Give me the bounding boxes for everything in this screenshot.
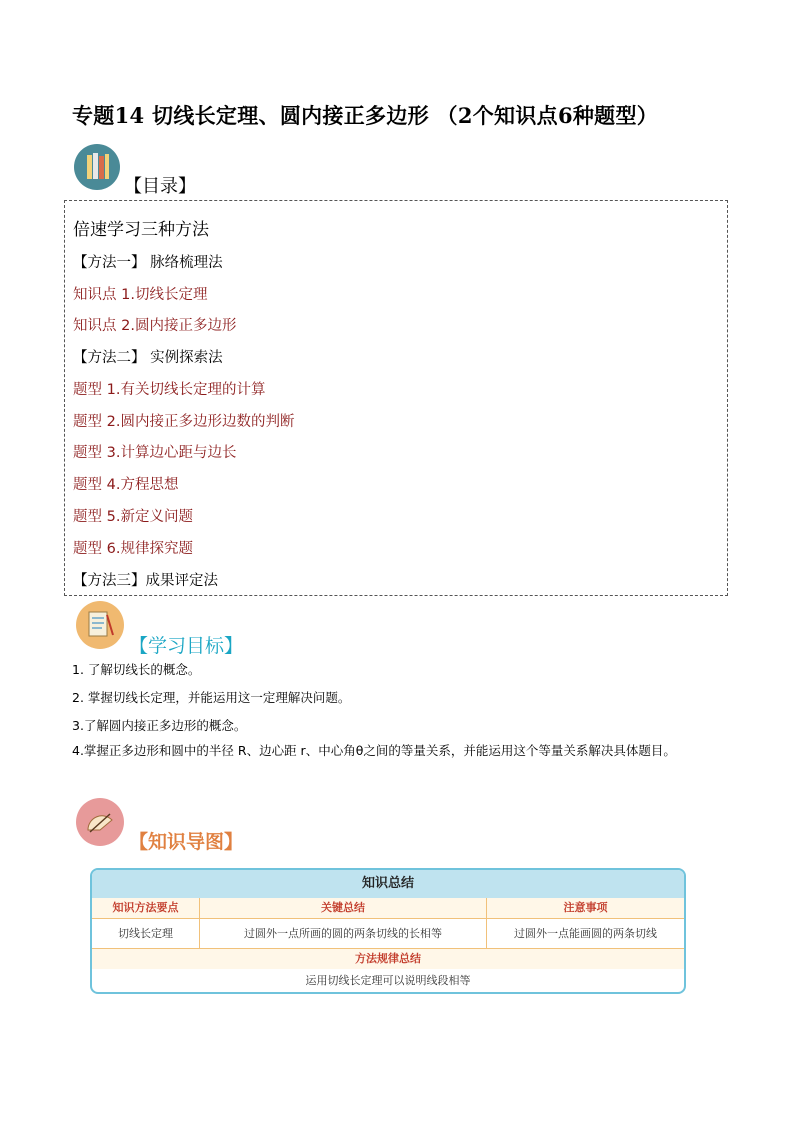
toc-method: 【方法一】 脉络梳理法 [73, 255, 223, 271]
toc-method: 【方法二】 实例探索法 [73, 350, 223, 366]
table-cell: 过圆外一点能画圆的两条切线 [514, 927, 657, 940]
header-cell: 知识方法要点 [92, 898, 200, 918]
toc-heading: 【目录】 [124, 176, 196, 197]
map-heading: 【知识导图】 [129, 831, 244, 853]
table-of-contents [64, 200, 728, 596]
toc-item: 知识点 1.切线长定理 [73, 287, 208, 303]
goal-item: 3.了解圆内接正多边形的概念。 [72, 718, 247, 733]
goals-heading: 【学习目标】 [129, 635, 244, 657]
header-cell: 注意事项 [487, 898, 684, 918]
goal-item: 2. 掌握切线长定理，并能运用这一定理解决问题。 [72, 690, 351, 705]
toc-item: 题型 1.有关切线长定理的计算 [73, 382, 266, 398]
toc-item: 题型 5.新定义问题 [73, 509, 193, 525]
toc-item: 知识点 2.圆内接正多边形 [73, 318, 237, 334]
toc-item: 题型 6.规律探究题 [73, 541, 193, 557]
table-cell: 切线长定理 [92, 919, 200, 948]
summary-title: 知识总结 [92, 870, 684, 899]
notebook-icon [76, 601, 124, 649]
table-header-row [92, 898, 684, 919]
knowledge-summary-table [90, 868, 686, 994]
toc-method: 【方法三】成果评定法 [73, 573, 218, 589]
toc-lead: 倍速学习三种方法 [73, 220, 209, 240]
goal-item: 1. 了解切线长的概念。 [72, 662, 201, 677]
goal-item: 4.掌握正多边形和圆中的半径 R、边心距 r、中心角θ之间的等量关系，并能运用这个等量关系解决具体题目。 [72, 743, 676, 758]
table-cell: 过圆外一点所画的圆的两条切线的长相等 [200, 919, 487, 948]
protractor-icon [76, 798, 124, 846]
method-summary-body: 运用切线长定理可以说明线段相等 [305, 974, 471, 987]
header-cell: 关键总结 [200, 898, 487, 918]
method-summary-title: 方法规律总结 [92, 949, 684, 969]
toc-item: 题型 3.计算边心距与边长 [73, 445, 237, 461]
books-icon [74, 144, 120, 190]
toc-item: 题型 4.方程思想 [73, 477, 179, 493]
table-row [92, 919, 684, 949]
document-title: 专题14 切线长定理、圆内接正多边形 （2个知识点6种题型） [72, 103, 659, 128]
toc-item: 题型 2.圆内接正多边形边数的判断 [73, 414, 295, 430]
